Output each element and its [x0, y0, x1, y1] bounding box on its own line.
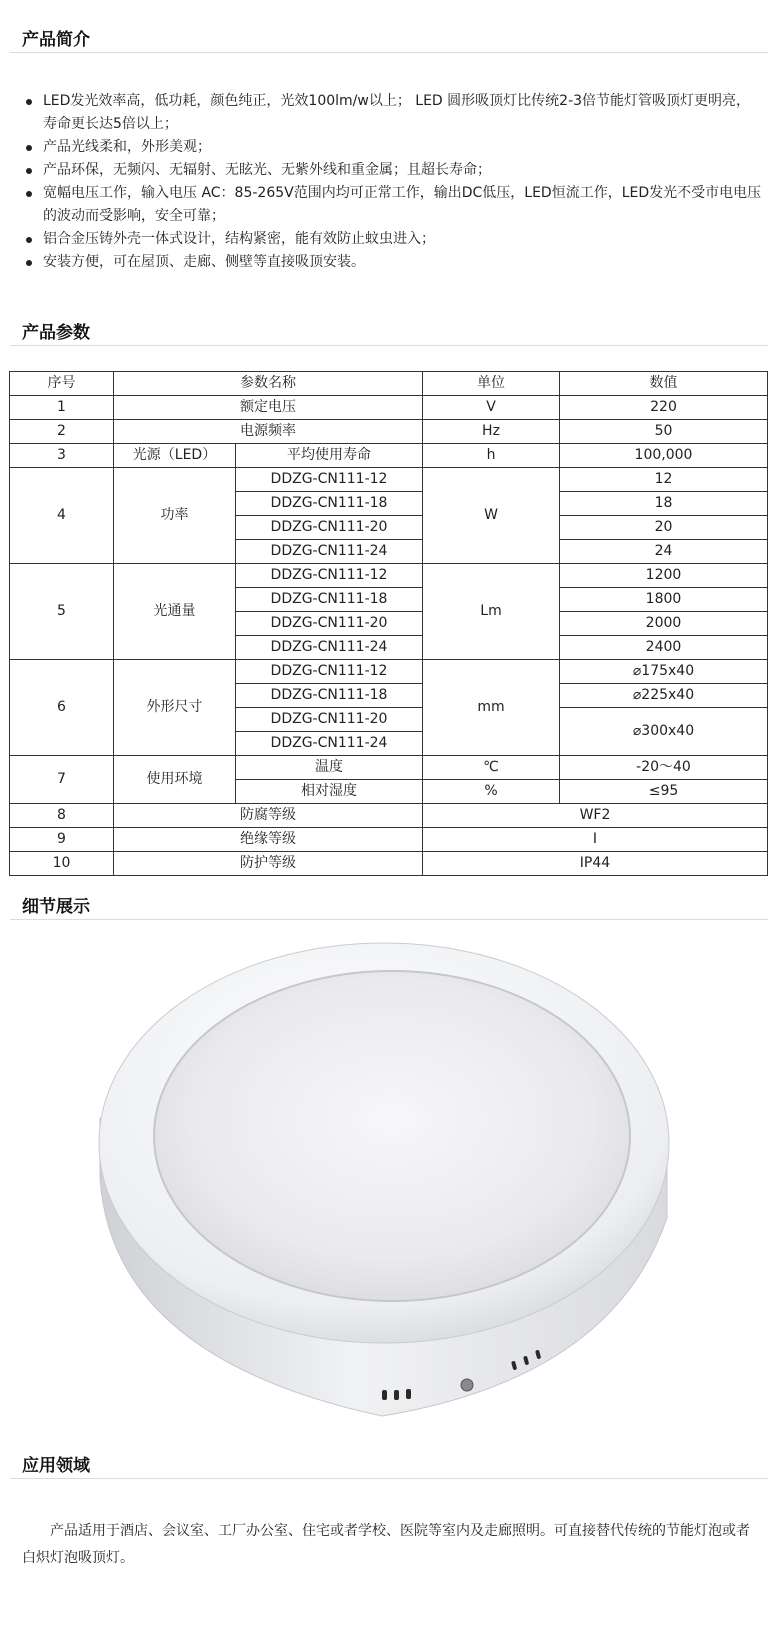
model-name: DDZG-CN111-12 — [236, 564, 423, 588]
table-row — [10, 444, 768, 468]
param-unit: V — [423, 396, 560, 420]
param-group: 光通量 — [114, 564, 236, 660]
application-text: 产品适用于酒店、会议室、工厂办公室、住宅或者学校、医院等室内及走廊照明。可直接替代传统的节能灯泡或者白炽灯泡吸顶灯。 — [22, 1523, 750, 1566]
divider — [10, 919, 768, 920]
row-number: 2 — [10, 420, 114, 444]
row-number: 8 — [10, 804, 114, 828]
intro-item: 产品环保，无频闪、无辐射、无眩光、无紫外线和重金属；且超长寿命； — [24, 159, 764, 182]
params-title: 产品参数 — [22, 323, 90, 343]
intro-item: LED发光效率高，低功耗，颜色纯正，光效100lm/w以上； LED 圆形吸顶灯比传统2-3倍节能灯管吸顶灯更明亮，寿命更长达5倍以上； — [24, 90, 764, 136]
table-row — [10, 396, 768, 420]
param-value: 220 — [560, 396, 768, 420]
table-row — [10, 564, 768, 588]
intro-item: 安装方便，可在屋顶、走廊、侧壁等直接吸顶安装。 — [24, 251, 764, 274]
model-name: DDZG-CN111-18 — [236, 684, 423, 708]
intro-item: 宽幅电压工作，输入电压 AC：85-265V范围内均可正常工作，输出DC低压，LED恒流工作，LED发光不受市电电压的波动而受影响，安全可靠； — [24, 182, 764, 228]
param-value: 1800 — [560, 588, 768, 612]
row-number: 4 — [10, 468, 114, 564]
table-row — [10, 804, 768, 828]
row-number: 3 — [10, 444, 114, 468]
table-row — [10, 660, 768, 684]
param-name: 防护等级 — [114, 852, 423, 876]
param-name: 电源频率 — [114, 420, 423, 444]
param-name: 相对湿度 — [236, 780, 423, 804]
param-unit: Lm — [423, 564, 560, 660]
header-cell: 单位 — [423, 372, 560, 396]
param-unit: mm — [423, 660, 560, 756]
model-name: DDZG-CN111-20 — [236, 516, 423, 540]
param-value: 2000 — [560, 612, 768, 636]
row-number: 10 — [10, 852, 114, 876]
param-value: IP44 — [423, 852, 768, 876]
model-name: DDZG-CN111-20 — [236, 612, 423, 636]
model-name: DDZG-CN111-12 — [236, 468, 423, 492]
ceiling-light-product-photo — [92, 938, 676, 1420]
param-value: 20 — [560, 516, 768, 540]
param-value: ≤95 — [560, 780, 768, 804]
param-name: 平均使用寿命 — [236, 444, 423, 468]
param-group: 功率 — [114, 468, 236, 564]
param-name: 防腐等级 — [114, 804, 423, 828]
param-name: 额定电压 — [114, 396, 423, 420]
param-group: 外形尺寸 — [114, 660, 236, 756]
header-cell: 参数名称 — [114, 372, 423, 396]
row-number: 9 — [10, 828, 114, 852]
table-row — [10, 468, 768, 492]
divider — [10, 1478, 768, 1479]
table-row — [10, 420, 768, 444]
param-value: ⌀300x40 — [560, 708, 768, 756]
param-unit: ℃ — [423, 756, 560, 780]
model-name: DDZG-CN111-20 — [236, 708, 423, 732]
table-row — [10, 828, 768, 852]
table-header-row — [10, 372, 768, 396]
param-unit: W — [423, 468, 560, 564]
intro-item: 铝合金压铸外壳一体式设计，结构紧密，能有效防止蚊虫进入； — [24, 228, 764, 251]
table-row — [10, 756, 768, 780]
param-unit: % — [423, 780, 560, 804]
row-number: 5 — [10, 564, 114, 660]
model-name: DDZG-CN111-24 — [236, 636, 423, 660]
param-value: I — [423, 828, 768, 852]
param-name: 绝缘等级 — [114, 828, 423, 852]
param-value: WF2 — [423, 804, 768, 828]
param-unit: Hz — [423, 420, 560, 444]
param-value: 12 — [560, 468, 768, 492]
param-value: -20～40 — [560, 756, 768, 780]
param-value: 2400 — [560, 636, 768, 660]
model-name: DDZG-CN111-24 — [236, 540, 423, 564]
divider — [10, 52, 768, 53]
param-value: 18 — [560, 492, 768, 516]
spec-table — [9, 371, 768, 876]
param-value: 50 — [560, 420, 768, 444]
param-unit: h — [423, 444, 560, 468]
param-value: ⌀225x40 — [560, 684, 768, 708]
intro-title: 产品简介 — [22, 30, 90, 50]
intro-item: 产品光线柔和，外形美观； — [24, 136, 764, 159]
model-name: DDZG-CN111-18 — [236, 588, 423, 612]
application-title: 应用领域 — [22, 1456, 90, 1476]
model-name: DDZG-CN111-24 — [236, 732, 423, 756]
header-cell: 数值 — [560, 372, 768, 396]
detail-title: 细节展示 — [22, 897, 90, 917]
model-name: DDZG-CN111-12 — [236, 660, 423, 684]
row-number: 1 — [10, 396, 114, 420]
model-name: DDZG-CN111-18 — [236, 492, 423, 516]
param-name: 温度 — [236, 756, 423, 780]
param-group: 使用环境 — [114, 756, 236, 804]
row-number: 6 — [10, 660, 114, 756]
intro-list — [24, 90, 764, 274]
param-value: 1200 — [560, 564, 768, 588]
param-group: 光源（LED） — [114, 444, 236, 468]
row-number: 7 — [10, 756, 114, 804]
param-value: ⌀175x40 — [560, 660, 768, 684]
param-value: 100,000 — [560, 444, 768, 468]
divider — [10, 345, 768, 346]
table-row — [10, 852, 768, 876]
param-value: 24 — [560, 540, 768, 564]
header-cell: 序号 — [10, 372, 114, 396]
